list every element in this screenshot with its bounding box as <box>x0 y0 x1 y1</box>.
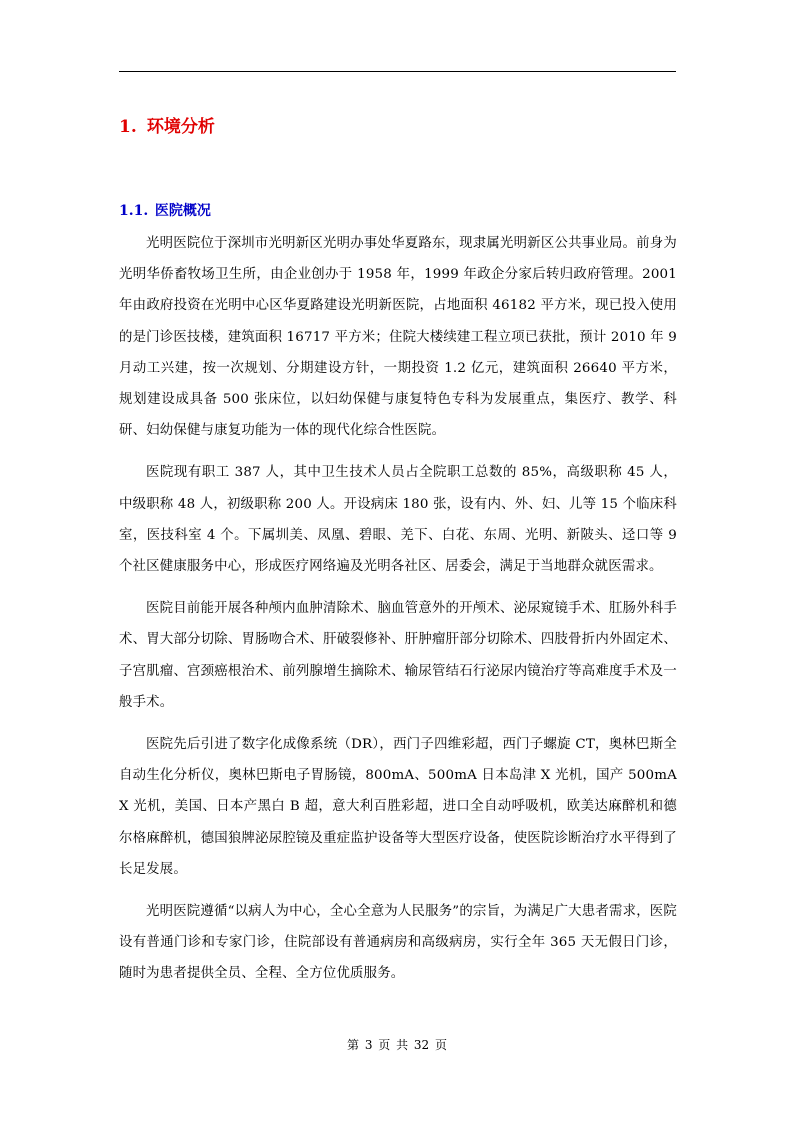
subsection-heading <box>119 196 677 226</box>
header-rule <box>119 71 676 72</box>
page-number: 第 3 页 共 32 页 <box>347 1038 447 1052</box>
page-footer <box>0 1037 794 1053</box>
document-body <box>119 110 677 990</box>
section-title: 环境分析 <box>146 117 215 137</box>
paragraph-service: 光明医院遵循“以病人为中心，全心全意为人民服务”的宗旨，为满足广大患者需求，医院设有普通门诊和专家门诊，住院部设有普通病房和高级病房，实行全年 365 天无假日门诊，随时为患者提供全员、全程、全方位优质服务。 <box>119 904 677 982</box>
paragraph-surgery: 医院目前能开展各种颅内血肿清除术、脑血管意外的开颅术、泌尿窥镜手术、肛肠外科手术、胃大部分切除、胃肠吻合术、肝破裂修补、肝肿瘤肝部分切除术、四肢骨折内外固定术、子宫肌瘤、宫颈癌根治术、前列腺增生摘除术、输尿管结石行泌尿内镜治疗等高难度手术及一般手术。 <box>119 601 677 710</box>
paragraph-staff: 医院现有职工 387 人，其中卫生技术人员占全院职工总数的 85%，高级职称 45 人，中级职称 48 人，初级职称 200 人。开设病床 180 张，设有内、外、妇、儿等 15 个临床科室，医技科室 4 个。下属圳美、凤凰、碧眼、羌下、白花、东周、光明、新陂头、迳口等 9 个社区健康服务中心，形成医疗网络遍及光明各社区、居委会，满足于当地群众就医需求。 <box>119 465 677 575</box>
section-heading <box>119 110 677 144</box>
paragraph-equipment: 医院先后引进了数字化成像系统（DR），西门子四维彩超，西门子螺旋 CT，奥林巴斯全自动生化分析仪，奥林巴斯电子胃肠镜，800mA、500mA 日本岛津 X 光机，国产 500mA X 光机，美国、日本产黑白 B 超，意大利百胜彩超，进口全自动呼吸机，欧美达麻醉机和德尔格麻醉机，德国狼牌泌尿腔镜及重症监护设备等大型医疗设备，使医院诊断治疗水平得到了长足发展。 <box>119 737 677 877</box>
subsection-title: 医院概况 <box>154 203 211 219</box>
paragraph-overview: 光明医院位于深圳市光明新区光明办事处华夏路东，现隶属光明新区公共事业局。前身为光明华侨畜牧场卫生所，由企业创办于 1958 年，1999 年政企分家后转归政府管理。2001 年由政府投资在光明中心区华夏路建设光明新医院，占地面积 46182 平方米，现已投入使用的是门诊医技楼，建筑面积 16717 平方米；住院大楼续建工程立项已获批，预计 2010 年 9 月动工兴建，按一次规划、分期建设方针，一期投资 1.2 亿元，建筑面积 26640 平方米，规划建设成具备 500 张床位，以妇幼保健与康复特色专科为发展重点，集医疗、教学、科研、妇幼保健与康复功能为一体的现代化综合性医院。 <box>119 236 677 439</box>
subsection-number: 1.1. <box>119 203 149 219</box>
section-number: 1. <box>119 117 137 137</box>
